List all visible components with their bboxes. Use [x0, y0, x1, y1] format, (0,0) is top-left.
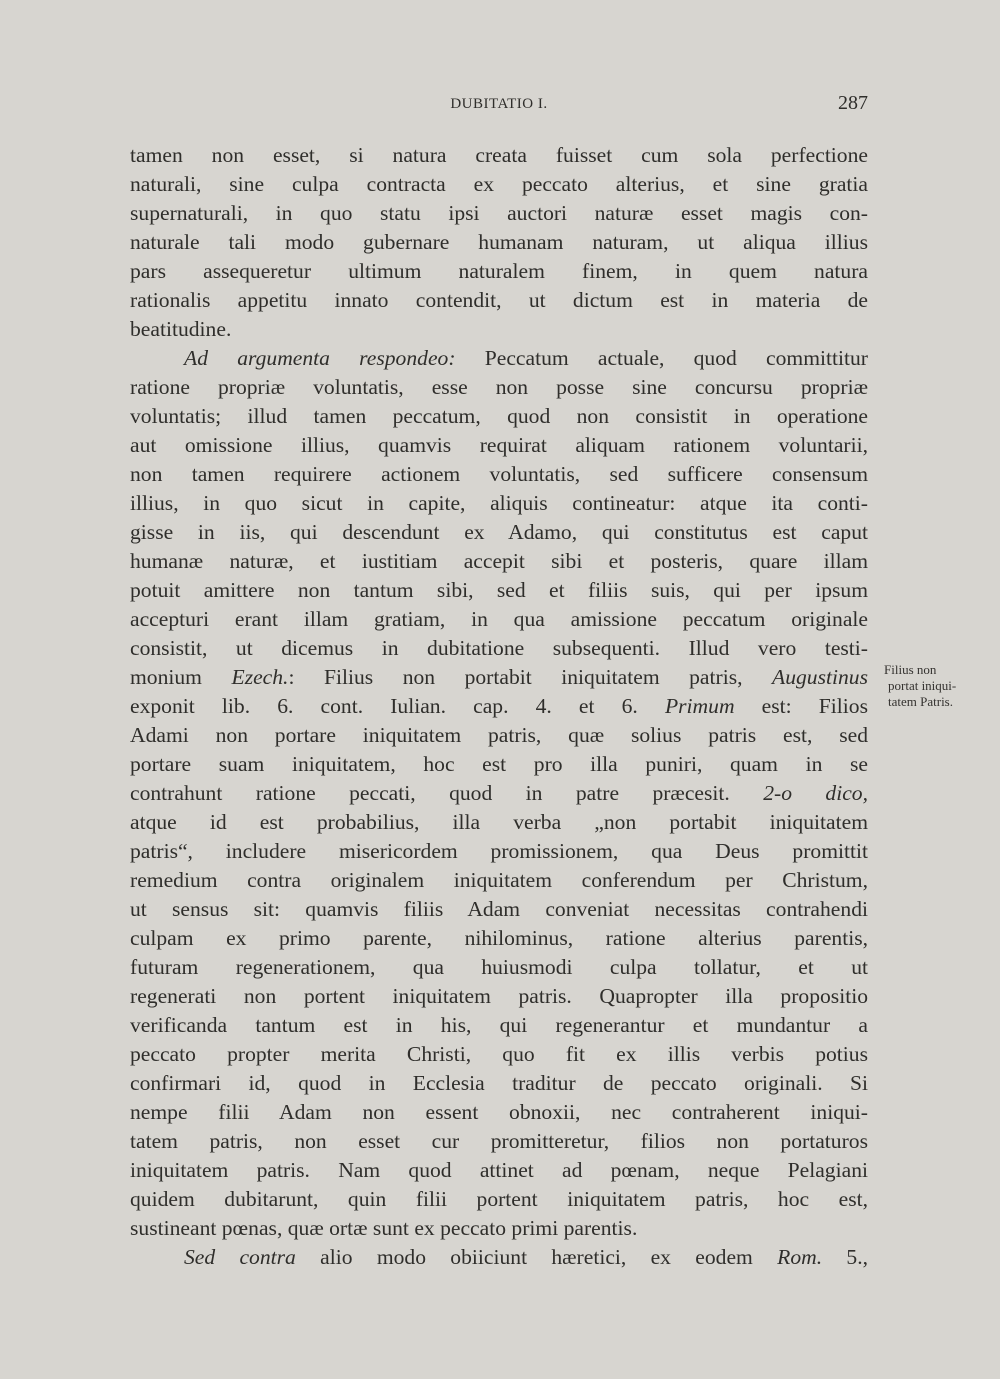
text-line: humanæ naturæ, et iustitiam accepit sibi et posteris, quare illam — [130, 549, 868, 573]
text-line: atque id est probabilius, illa verba „non portabit iniquitatem — [130, 810, 868, 834]
text-line: aut omissione illius, quamvis requirat aliquam rationem voluntarii, — [130, 433, 868, 457]
text-line: verificanda tantum est in his, qui regenerantur et mundantur a — [130, 1013, 868, 1037]
text-line: ut sensus sit: quamvis filiis Adam conveniat necessitas contrahendi — [130, 897, 868, 921]
text-line: nempe filii Adam non essent obnoxii, nec contraherent iniqui- — [130, 1100, 868, 1124]
text-line: naturale tali modo gubernare humanam naturam, ut aliqua illius — [130, 230, 868, 254]
text-line: rationalis appetitu innato contendit, ut dictum est in materia de — [130, 288, 868, 312]
text-line: tatem patris, non esset cur promitteretur, filios non portaturos — [130, 1129, 868, 1153]
text-line: voluntatis; illud tamen peccatum, quod non consistit in operatione — [130, 404, 868, 428]
text-line: Ad argumenta respondeo: Peccatum actuale, quod committitur — [184, 346, 868, 370]
chapter-title: DUBITATIO I. — [450, 96, 548, 112]
body-text — [130, 141, 868, 1272]
margin-note-line: tatem Patris. — [888, 694, 953, 709]
text-line: monium Ezech.: Filius non portabit iniquitatem patris, Augustinus — [130, 665, 868, 689]
text-line: Sed contra alio modo obiiciunt hæretici, ex eodem Rom. 5., — [184, 1245, 868, 1269]
italic-phrase: Sed contra — [184, 1245, 296, 1269]
text-line: gisse in iis, qui descendunt ex Adamo, qui constitutus est caput — [130, 520, 868, 544]
running-head — [130, 92, 868, 120]
text-line: potuit amittere non tantum sibi, sed et filiis suis, qui per ipsum — [130, 578, 868, 602]
text-line: futuram regenerationem, qua huiusmodi culpa tollatur, et ut — [130, 955, 868, 979]
text-line: peccato propter merita Christi, quo fit ex illis verbis potius — [130, 1042, 868, 1066]
text-line: naturali, sine culpa contracta ex peccato alterius, et sine gratia — [130, 172, 868, 196]
text-line: patris“, includere misericordem promissionem, qua Deus promittit — [130, 839, 868, 863]
text-line: regenerati non portent iniquitatem patris. Quapropter illa propositio — [130, 984, 868, 1008]
margin-note — [882, 662, 990, 710]
margin-note-line: Filius non — [884, 662, 937, 677]
text-line: illius, in quo sicut in capite, aliquis contineatur: atque ita conti- — [130, 491, 868, 515]
margin-note-line: portat iniqui- — [888, 678, 957, 693]
text-line: iniquitatem patris. Nam quod attinet ad pœnam, neque Pelagiani — [130, 1158, 868, 1182]
text-line: tamen non esset, si natura creata fuisset cum sola perfectione — [130, 143, 868, 167]
text-line: non tamen requirere actionem voluntatis, sed sufficere consensum — [130, 462, 868, 486]
text-line: remedium contra originalem iniquitatem conferendum per Christum, — [130, 868, 868, 892]
text-line: culpam ex primo parente, nihilominus, ratione alterius parentis, — [130, 926, 868, 950]
text-line: sustineant pœnas, quæ ortæ sunt ex peccato primi parentis. — [130, 1216, 638, 1240]
text-line: Adami non portare iniquitatem patris, quæ solius patris est, sed — [130, 723, 868, 747]
text-line: consistit, ut dicemus in dubitatione subsequenti. Illud vero testi- — [130, 636, 868, 660]
italic-phrase: Augustinus — [772, 665, 868, 689]
page-number: 287 — [838, 92, 868, 114]
text-line: exponit lib. 6. cont. Iulian. cap. 4. et 6. Primum est: Filios — [130, 694, 868, 718]
text-line: supernaturali, in quo statu ipsi auctori naturæ esset magis con- — [130, 201, 868, 225]
text-line: pars assequeretur ultimum naturalem finem, in quem natura — [130, 259, 868, 283]
italic-phrase: Ezech. — [231, 665, 289, 689]
italic-phrase: Rom. — [777, 1245, 823, 1269]
text-line: beatitudine. — [130, 317, 232, 341]
text-line: portare suam iniquitatem, hoc est pro illa puniri, quam in se — [130, 752, 868, 776]
text-line: ratione propriæ voluntatis, esse non posse sine concursu propriæ — [130, 375, 868, 399]
italic-phrase: Primum — [664, 694, 735, 718]
italic-phrase: Ad argumenta respondeo: — [184, 346, 456, 370]
text-line: confirmari id, quod in Ecclesia traditur de peccato originali. Si — [130, 1071, 868, 1095]
italic-phrase: 2-o dico, — [763, 781, 868, 805]
text-line: quidem dubitarunt, quin filii portent iniquitatem patris, hoc est, — [130, 1187, 868, 1211]
text-line: accepturi erant illam gratiam, in qua amissione peccatum originale — [130, 607, 868, 631]
text-line: contrahunt ratione peccati, quod in patre præcesit. 2-o dico, — [130, 781, 868, 805]
